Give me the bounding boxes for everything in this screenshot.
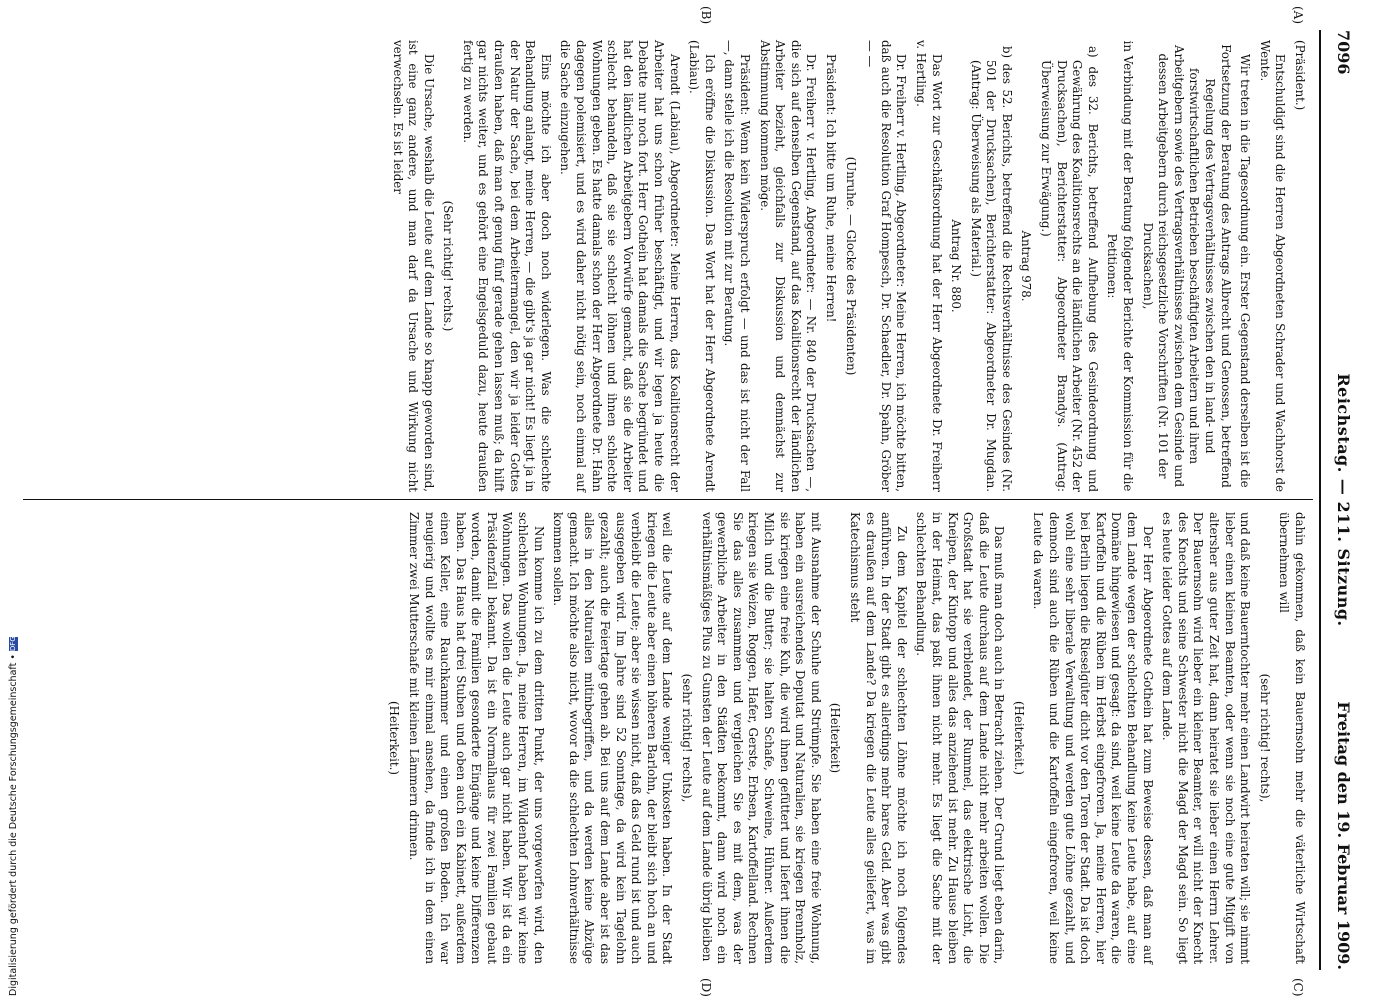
paragraph: dahin gekommen, daß kein Bauernsohn mehr die väterliche Wirtschaft übernehmen will	[1277, 512, 1307, 964]
right-text-column	[382, 512, 1307, 964]
paragraph: (Heiterkeit.)	[1011, 700, 1026, 775]
paragraph: Nun komme ich zu dem dritten Punkt, der uns vorgeworfen wird, den schlechten Wohnungen. Ja, meine Herren, im Wildenhof haben wir keine Wohnungen. Das wollen die Leute auch gar nicht haben. Wir ist da ein Präsidenzfall bekannt. Da ist ein Normalhaus für zwei Familien gebaut worden, damit die Familien gesonderte Eingänge und keine Differenzen haben. Das Haus hat drei Stuben und oben auch ein Kabinett, außerdem einen Keller, eine Rauchkammer und einen großen Boden. Ich war neugierig und wollte es mir einmal ansehen, da finde ich in dem einen Zimmer zwei Mutterschafe mit kleinen Lämmern drinnen.	[406, 512, 546, 964]
paragraph: (Unruhe. — Glocke des Präsidenten)	[843, 156, 858, 376]
page-number: 7096	[1334, 30, 1353, 75]
paragraph: Zu dem Kapitel der schlechten Löhne möchte ich noch folgendes anführen. In der Stadt gibt es allerdings mehr bares Geld. Aber was gibt es draußen auf dem Lande? Da kriegen die Leute alles geliefert, was im Katechismus steht	[847, 512, 909, 964]
digitization-credit	[8, 637, 19, 996]
paragraph: (Sehr richtig! rechts.)	[441, 200, 456, 332]
paragraph: Fortsetzung der Beratung des Antrags Albrecht und Genossen, betreffend Regelung des Vertragsverhältnisses zwischen den in land- und forstwirtschaftlichen Betrieben beschäftigten Arbeitern und ihren Arbeitgebern sowie des Vertragsverhältnisses zwischen dem Gesinde und dessen Arbeitgebern durch reichsgesetzliche Vorschriften (Nr. 101 der Drucksachen),	[1140, 44, 1233, 488]
paragraph: Präsident: Ich bitte um Ruhe, meine Herren!	[823, 54, 838, 323]
credit-text: Digitalisierung gefördert durch die Deutsche Forschungsgemeinschaft •	[8, 654, 19, 996]
paragraph: Eins möchte ich aber doch noch widerlegen. Was die schlechte Behandlung anlangt, meine Herren, — die gibt's ja gar nicht! Es liegt ja in der Natur der Sache, bei dem Arbeitermangel, den wir ja leider Gottes draußen haben, daß man oft genug fünf gerade gehen lassen muß; da hilft gar nichts weiter, und es gehört eine Engelsgeduld dazu, heute draußen fertig zu werden.	[460, 40, 553, 492]
paragraph: Antrag 978.	[1019, 230, 1034, 302]
paragraph: Arendt (Labiau), Abgeordneter: Meine Herren, das Koalitionsrecht der Arbeiter hat uns schon früher beschäftigt, und wir legen ja heute die Debatte nur noch fort. Herr Gothein hat damals die Sache begründet und hat den ländlichen Arbeitgebern Vorwürfe gemacht, daß sie die Arbeiter schlecht behandeln, daß sie sie schlecht löhnen und ihnen schlechte Wohnungen geben. Es hatte damals schon der Herr Abgeordnete Dr. Hahn dagegen polemisiert, und es wird daher nicht nötig sein, noch einmal auf die Sache einzugehen.	[558, 40, 682, 492]
page-title: Reichstag. — 211. Sitzung.	[1334, 373, 1353, 627]
paragraph: Präsident: Wenn kein Widerspruch erfolgt — und das ist nicht der Fall —, dann stelle ich die Resolution mit zur Beratung.	[722, 40, 752, 492]
paragraph: a) des 32. Berichts, betreffend Aufhebung des Gesindeordnung und Gewährung des Koalitionsrechts an die ländlichen Arbeiter (Nr. 452 der Drucksachen), Berichterstatter: Abgeordneter Brandys. (Antrag: Überweisung zur Erwägung.)	[1039, 46, 1100, 492]
paragraph: Entschuldigt sind die Herren Abgeordneten Schrader und Wachhorst de Wente.	[1257, 40, 1288, 492]
margin-letter-d: (D)	[699, 978, 713, 997]
paragraph: Antrag Nr. 880.	[949, 219, 964, 313]
paragraph: Wir treten in die Tagesordnung ein. Erster Gegenstand derselben ist die	[1238, 54, 1253, 488]
session-date: Freitag den 19. Februar 1909.	[1334, 701, 1353, 970]
paragraph: Der Herr Abgeordnete Gothein hat zum Beweise dessen, daß man auf dem Lande wegen der schlechten Behandlung keine Leute habe, auf eine Domäne hingewiesen und gesagt: da sind, weil keine Leute da waren, die Kartoffeln und die Rüben im Herbst eingefroren. Ja, meine Herren, hier bei Berlin liegen die Rieselgüter dicht vor den Toren der Stadt. Da ist doch wohl eine sehr liberale Verwaltung und werden gute Löhne gezahlt, und dennoch sind auch die Rüben und die Kartoffeln eingefroren, weil keine Leute da waren.	[1031, 512, 1155, 964]
paragraph: Dr. Freiherr v. Hertling, Abgeordneter: — Nr. 840 der Drucksachen —, die sich auf denselben Gegenstand, auf das Koalitionsrecht der ländlichen Arbeiter bezieht, gleichfalls zur Diskussion und demnächst zur Abstimmung kommen möge.	[757, 40, 819, 492]
paragraph: mit Ausnahme der Schuhe und Strümpfe. Sie haben eine freie Wohnung, haben ein ausreichendes Deputat und Naturalien, sie kriegen Brennholz, sie kriegen eine freie Kuh, die wird ihnen gefüttert und liefert ihnen die Milch und die Butter; sie halten Schafe, Schweine, Hühner. Außerdem kriegen sie Weizen, Roggen, Hafer, Gerste, Erbsen, Kartoffelland. Rechnen Sie das alles zusammen und vergleichen Sie es mit dem, was der gewerbliche Arbeiter in den Städten bekommt, dann wird noch ein verhältnismäßiges Plus zu Gunsten der Leute auf dem Lande übrig bleiben	[699, 512, 823, 964]
dfg-logo: DFG	[9, 636, 17, 652]
paragraph: (Präsident.)	[1293, 40, 1307, 111]
paragraph: in Verbindung mit der Beratung folgender Berichte der Kommission für die Petitionen:	[1105, 40, 1136, 492]
left-text-column	[385, 40, 1307, 492]
paragraph: weil die Leute auf dem Lande weniger Unkosten haben. In der Stadt kriegen die Leute aber einen höheren Barlohn, der bleibt sich hoch an und verbleibt die Leute; aber sie wissen nicht, daß das Geld rund ist und auch ausgegeben wird. Im Jahre sind 52 Sonntage, da wird kein Tagelohn gezahlt; auch die Feiertage gehen ab. Bei uns auf dem Lande aber ist das alles in den Naturalien mitinbegriffen, und da werden keine Abzüge gemacht. Ich möchte also nicht, wovor da die schlechten Lohnverhältnisse kommen sollen.	[551, 512, 675, 964]
paragraph: Das Wort zur Geschäftsordnung hat der Herr Abgeordnete Dr. Freiherr v. Hertling.	[913, 40, 944, 492]
paragraph: Ich eröffne die Diskussion. Das Wort hat der Herr Abgeordnete Arendt (Labiau).	[687, 40, 717, 492]
paragraph: und daß keine Bauerntochter mehr einen Landwirt heiraten will; sie nimmt lieber einen kleinen Beamten, oder wenn sie noch eine gute Mitgift von altersher aus guter Zeit hat, dann heiratet sie lieber einen Herrn Lehrer. Der Bauernsohn wird lieber ein kleiner Beamter, er will nicht der Knecht des Knechts und seine Schwester nicht die Magd der Magd sein. So liegt es heute leider Gottes auf dem Lande.	[1160, 512, 1253, 964]
paragraph: Die Ursache, weshalb die Leute auf dem Lande so knapp geworden sind, ist eine ganz andere, und man darf da Ursache und Wirkung nicht verwechseln. Es ist leider	[390, 40, 436, 492]
paragraph: (Heiterkeit)	[828, 702, 843, 774]
margin-letter-c: (C)	[1291, 978, 1305, 997]
margin-letter-a: (A)	[1291, 6, 1305, 25]
paragraph: (sehr richtig! rechts),	[1257, 673, 1272, 803]
margin-letter-b: (B)	[699, 6, 713, 25]
paragraph: (sehr richtig! rechts),	[680, 673, 695, 803]
paragraph: b) des 52. Berichts, betreffend die Rechtsverhältnisse des Gesindes (Nr. 501 der Drucksachen), Berichterstatter: Abgeordneter Dr. Mugdan. (Antrag: Überweisung als Material.)	[968, 46, 1014, 492]
column-divider	[23, 499, 1313, 500]
page-header	[1327, 30, 1353, 970]
paragraph: Dr. Freiherr v. Hertling, Abgeordneter: Meine Herren, ich möchte bitten, daß auch die Resolution Graf Hompesch, Dr. Schaedler, Dr. Spahn, Gröber — —	[863, 40, 909, 492]
paragraph: Das muß man doch auch in Betracht ziehen. Der Grund liegt eben darin, daß die Leute durchaus auf dem Lande nicht mehr arbeiten wollen. Die Großstadt hat sie verblendet, der Rummel, das elektrische Licht, die Kneipen, der Kintopp und alles das anziehend ist mehr. Zu Hause bleiben in der Heimat, das paßt ihnen nicht mehr. Es liegt die Sache mit der schlechten Behandlung.	[914, 512, 1007, 964]
header-rule	[1319, 30, 1321, 970]
paragraph: (Heiterkeit.)	[387, 700, 402, 775]
